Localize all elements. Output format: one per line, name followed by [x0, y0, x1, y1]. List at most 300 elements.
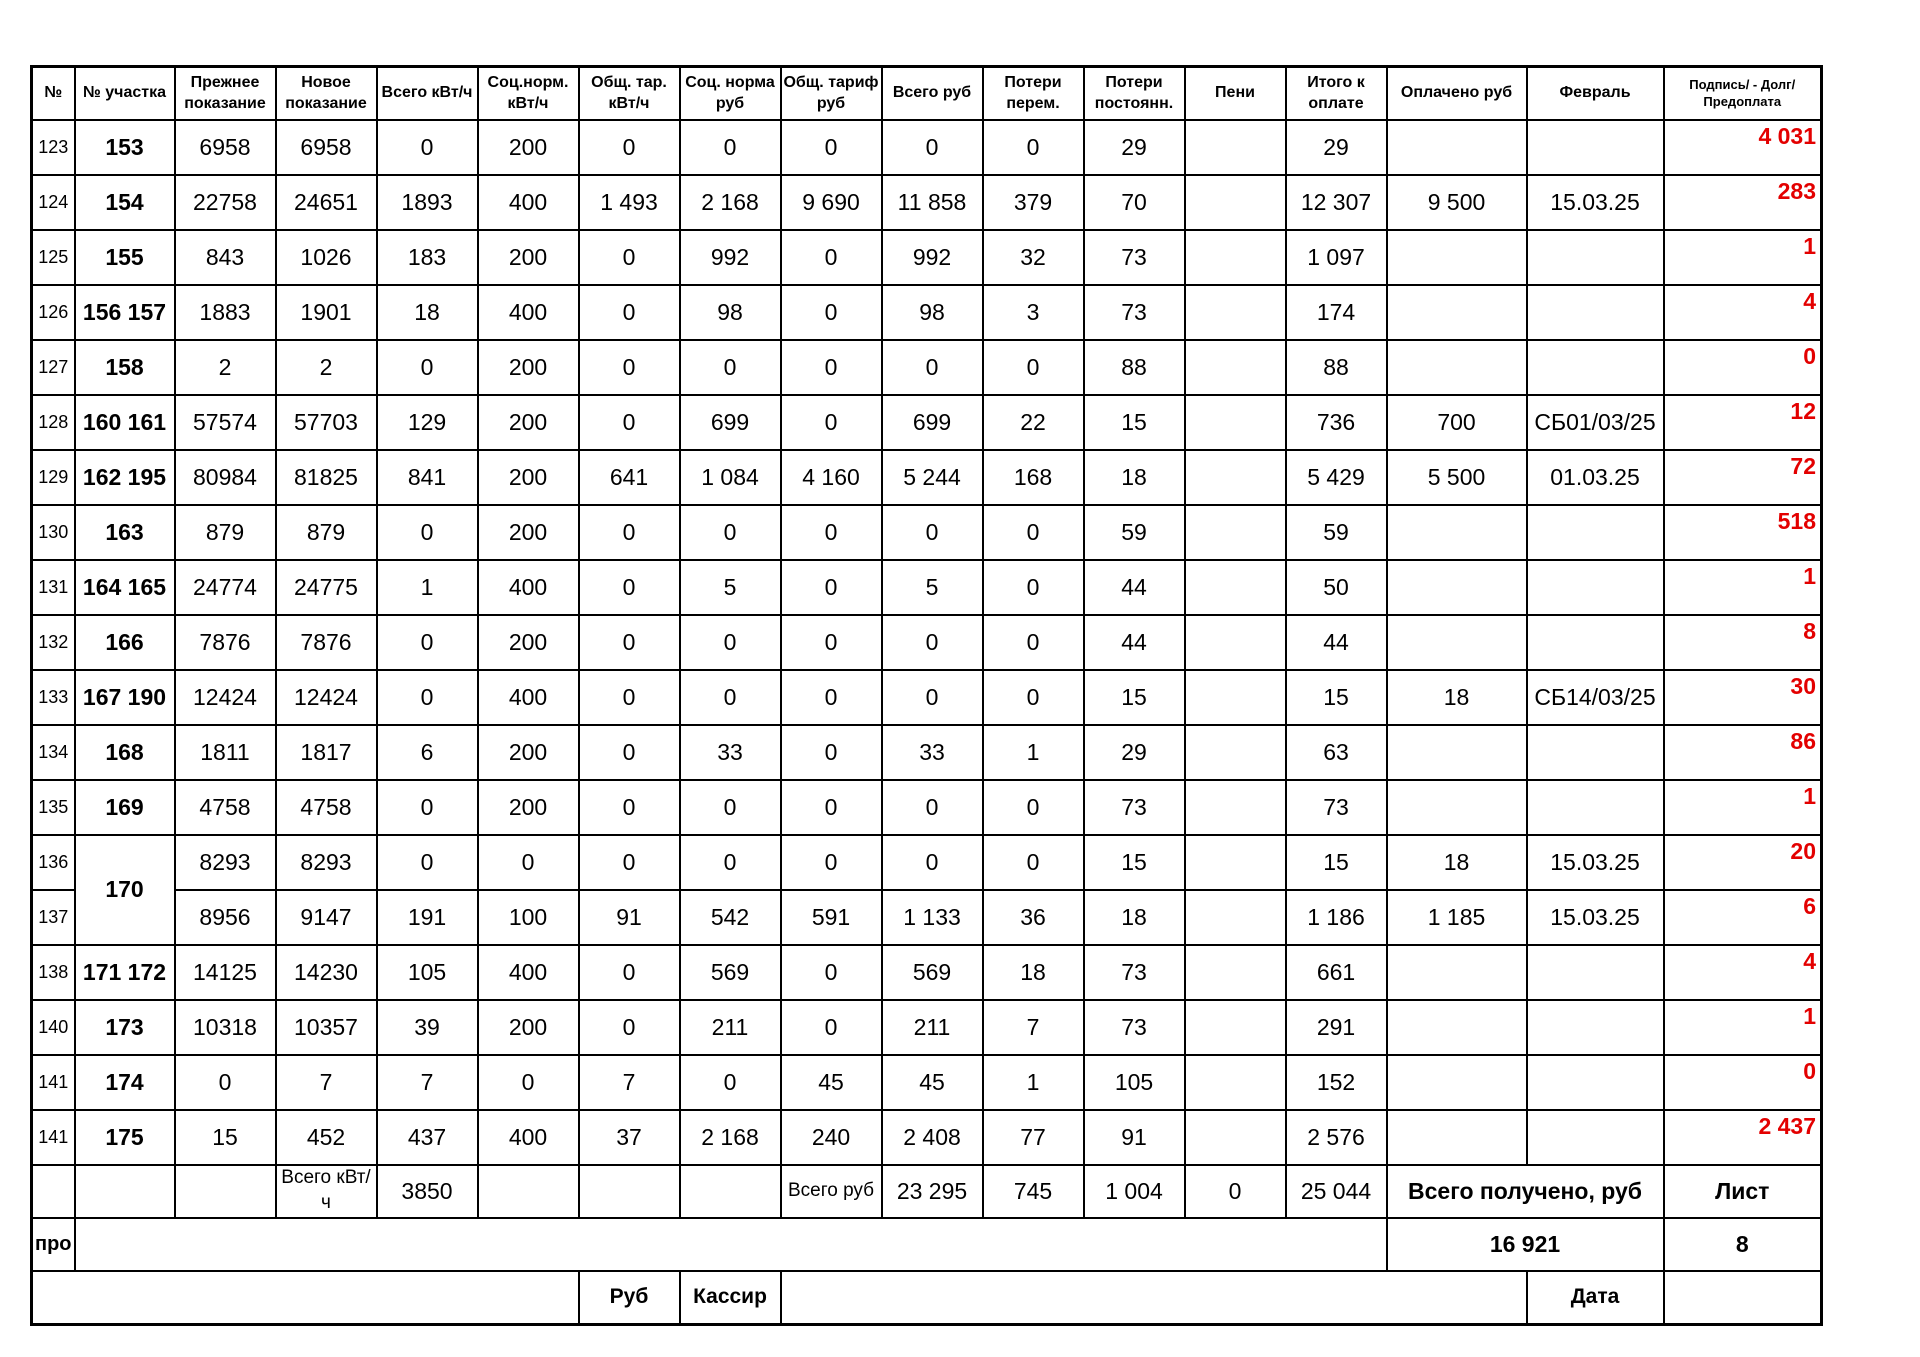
soc-norm-kwh-cell: 200 — [478, 395, 579, 450]
gen-tariff-rub-cell: 0 — [781, 835, 882, 890]
new-reading-cell: 12424 — [276, 670, 377, 725]
soc-norm-kwh-cell: 200 — [478, 450, 579, 505]
header-paid: Оплачено руб — [1387, 67, 1527, 120]
table-row — [32, 560, 1822, 615]
paid-cell — [1387, 340, 1527, 395]
prev-reading-cell: 57574 — [175, 395, 276, 450]
prev-reading-cell: 2 — [175, 340, 276, 395]
debt-balance-cell: 0 — [1664, 340, 1822, 395]
soc-norm-rub-cell: 98 — [680, 285, 781, 340]
plot-number-cell: 158 — [75, 340, 175, 395]
plot-number-cell: 154 — [75, 175, 175, 230]
payment-date-cell: 01.03.25 — [1527, 450, 1664, 505]
row-number-cell: 136 — [32, 835, 75, 890]
loss-const-cell: 29 — [1084, 725, 1185, 780]
plot-number-cell: 173 — [75, 1000, 175, 1055]
soc-norm-kwh-cell: 200 — [478, 120, 579, 175]
plot-number-cell: 153 — [75, 120, 175, 175]
footer-empty-cell — [32, 1271, 579, 1325]
data-rows — [32, 120, 1822, 1165]
loss-var-cell: 0 — [983, 835, 1084, 890]
gen-tariff-kwh-cell: 0 — [579, 615, 680, 670]
total-rub-cell: 2 408 — [882, 1110, 983, 1165]
loss-const-cell: 91 — [1084, 1110, 1185, 1165]
header-prev: Прежнее показание — [175, 67, 276, 120]
total-kwh-cell: 0 — [377, 120, 478, 175]
table-row — [32, 670, 1822, 725]
loss-var-cell: 0 — [983, 340, 1084, 395]
gen-tariff-kwh-cell: 641 — [579, 450, 680, 505]
totals-empty-cell — [478, 1165, 579, 1218]
to-pay-cell: 661 — [1286, 945, 1387, 1000]
pro-label: про — [32, 1218, 75, 1271]
payment-date-cell: 15.03.25 — [1527, 175, 1664, 230]
debt-balance-cell: 4 — [1664, 285, 1822, 340]
footer-date-label: Дата — [1527, 1271, 1664, 1325]
plot-number-cell: 175 — [75, 1110, 175, 1165]
gen-tariff-rub-cell: 0 — [781, 780, 882, 835]
payment-date-cell — [1527, 230, 1664, 285]
soc-norm-rub-cell: 699 — [680, 395, 781, 450]
sheet-number: 8 — [1664, 1218, 1822, 1271]
gen-tariff-rub-cell: 0 — [781, 120, 882, 175]
debt-balance-cell: 0 — [1664, 1055, 1822, 1110]
soc-norm-rub-cell: 1 084 — [680, 450, 781, 505]
gen-tariff-kwh-cell: 0 — [579, 725, 680, 780]
new-reading-cell: 8293 — [276, 835, 377, 890]
prev-reading-cell: 14125 — [175, 945, 276, 1000]
payment-date-cell — [1527, 505, 1664, 560]
table-row — [32, 285, 1822, 340]
penalty-cell — [1185, 505, 1286, 560]
loss-var-cell: 7 — [983, 1000, 1084, 1055]
plot-number-cell: 167 190 — [75, 670, 175, 725]
debt-balance-cell: 1 — [1664, 780, 1822, 835]
total-rub-cell: 0 — [882, 505, 983, 560]
to-pay-cell: 15 — [1286, 670, 1387, 725]
loss-var-cell: 36 — [983, 890, 1084, 945]
soc-norm-rub-cell: 211 — [680, 1000, 781, 1055]
new-reading-cell: 57703 — [276, 395, 377, 450]
paid-cell — [1387, 1110, 1527, 1165]
payment-date-cell: 15.03.25 — [1527, 835, 1664, 890]
paid-cell — [1387, 725, 1527, 780]
table-row — [32, 835, 1822, 890]
loss-const-cell: 18 — [1084, 450, 1185, 505]
penalty-cell — [1185, 450, 1286, 505]
loss-var-cell: 0 — [983, 560, 1084, 615]
header-soc-norm-rub: Соц. норма руб — [680, 67, 781, 120]
gen-tariff-rub-cell: 0 — [781, 340, 882, 395]
plot-number-cell: 160 161 — [75, 395, 175, 450]
plot-number-cell: 169 — [75, 780, 175, 835]
gen-tariff-rub-cell: 240 — [781, 1110, 882, 1165]
to-pay-cell: 29 — [1286, 120, 1387, 175]
debt-balance-cell: 86 — [1664, 725, 1822, 780]
soc-norm-kwh-cell: 0 — [478, 835, 579, 890]
gen-tariff-kwh-cell: 0 — [579, 670, 680, 725]
new-reading-cell: 452 — [276, 1110, 377, 1165]
loss-var-cell: 0 — [983, 505, 1084, 560]
loss-var-cell: 22 — [983, 395, 1084, 450]
total-kwh-cell: 6 — [377, 725, 478, 780]
table-row — [32, 780, 1822, 835]
total-kwh-cell: 0 — [377, 835, 478, 890]
total-kwh-cell: 841 — [377, 450, 478, 505]
loss-const-cell: 105 — [1084, 1055, 1185, 1110]
penalty-cell — [1185, 890, 1286, 945]
header-total-rub: Всего руб — [882, 67, 983, 120]
debt-balance-cell: 6 — [1664, 890, 1822, 945]
prev-reading-cell: 7876 — [175, 615, 276, 670]
paid-cell: 18 — [1387, 835, 1527, 890]
total-received-value: 16 921 — [1387, 1218, 1664, 1271]
to-pay-cell: 1 097 — [1286, 230, 1387, 285]
row-number-cell: 132 — [32, 615, 75, 670]
loss-const-cell: 73 — [1084, 1000, 1185, 1055]
total-kwh-cell: 191 — [377, 890, 478, 945]
debt-balance-cell: 283 — [1664, 175, 1822, 230]
new-reading-cell: 24651 — [276, 175, 377, 230]
gen-tariff-rub-cell: 591 — [781, 890, 882, 945]
total-rub-cell: 45 — [882, 1055, 983, 1110]
paid-cell: 700 — [1387, 395, 1527, 450]
prev-reading-cell: 4758 — [175, 780, 276, 835]
row-number-cell: 135 — [32, 780, 75, 835]
totals-rub: 23 295 — [882, 1165, 983, 1218]
table-row — [32, 175, 1822, 230]
total-rub-cell: 0 — [882, 670, 983, 725]
paid-cell: 5 500 — [1387, 450, 1527, 505]
gen-tariff-kwh-cell: 0 — [579, 120, 680, 175]
soc-norm-kwh-cell: 400 — [478, 560, 579, 615]
gen-tariff-rub-cell: 45 — [781, 1055, 882, 1110]
to-pay-cell: 174 — [1286, 285, 1387, 340]
pro-row — [32, 1218, 1822, 1271]
new-reading-cell: 1026 — [276, 230, 377, 285]
loss-const-cell: 29 — [1084, 120, 1185, 175]
prev-reading-cell: 10318 — [175, 1000, 276, 1055]
table-row — [32, 1000, 1822, 1055]
total-kwh-cell: 7 — [377, 1055, 478, 1110]
prev-reading-cell: 1811 — [175, 725, 276, 780]
soc-norm-kwh-cell: 200 — [478, 230, 579, 285]
total-rub-cell: 98 — [882, 285, 983, 340]
total-rub-cell: 0 — [882, 780, 983, 835]
total-kwh-cell: 39 — [377, 1000, 478, 1055]
totals-empty-cell — [75, 1165, 175, 1218]
prev-reading-cell: 1883 — [175, 285, 276, 340]
total-kwh-cell: 129 — [377, 395, 478, 450]
gen-tariff-kwh-cell: 0 — [579, 395, 680, 450]
payment-date-cell: 15.03.25 — [1527, 890, 1664, 945]
paid-cell — [1387, 780, 1527, 835]
total-rub-cell: 5 244 — [882, 450, 983, 505]
gen-tariff-kwh-cell: 0 — [579, 505, 680, 560]
loss-var-cell: 77 — [983, 1110, 1084, 1165]
loss-const-cell: 18 — [1084, 890, 1185, 945]
soc-norm-rub-cell: 0 — [680, 615, 781, 670]
table-row — [32, 945, 1822, 1000]
loss-const-cell: 70 — [1084, 175, 1185, 230]
header-gen-tariff-kwh: Общ. тар. кВт/ч — [579, 67, 680, 120]
footer-rub-label: Руб — [579, 1271, 680, 1325]
row-number-cell: 129 — [32, 450, 75, 505]
footer-cashier-signature-cell — [781, 1271, 1527, 1325]
plot-number-cell: 163 — [75, 505, 175, 560]
prev-reading-cell: 8956 — [175, 890, 276, 945]
penalty-cell — [1185, 175, 1286, 230]
to-pay-cell: 1 186 — [1286, 890, 1387, 945]
prev-reading-cell: 6958 — [175, 120, 276, 175]
new-reading-cell: 6958 — [276, 120, 377, 175]
gen-tariff-kwh-cell: 0 — [579, 780, 680, 835]
total-received-label: Всего получено, руб — [1387, 1165, 1664, 1218]
soc-norm-kwh-cell: 400 — [478, 945, 579, 1000]
paid-cell — [1387, 945, 1527, 1000]
total-kwh-cell: 105 — [377, 945, 478, 1000]
loss-const-cell: 73 — [1084, 780, 1185, 835]
header-gen-tariff-rub: Общ. тариф руб — [781, 67, 882, 120]
loss-var-cell: 379 — [983, 175, 1084, 230]
header-new: Новое показание — [276, 67, 377, 120]
total-rub-cell: 0 — [882, 340, 983, 395]
soc-norm-rub-cell: 0 — [680, 835, 781, 890]
row-number-cell: 138 — [32, 945, 75, 1000]
soc-norm-kwh-cell: 200 — [478, 1000, 579, 1055]
gen-tariff-kwh-cell: 91 — [579, 890, 680, 945]
paid-cell — [1387, 1055, 1527, 1110]
penalty-cell — [1185, 395, 1286, 450]
payment-date-cell — [1527, 120, 1664, 175]
loss-const-cell: 44 — [1084, 560, 1185, 615]
penalty-cell — [1185, 120, 1286, 175]
gen-tariff-kwh-cell: 0 — [579, 945, 680, 1000]
gen-tariff-kwh-cell: 0 — [579, 1000, 680, 1055]
total-rub-cell: 569 — [882, 945, 983, 1000]
total-rub-cell: 5 — [882, 560, 983, 615]
header-to-pay: Итого к оплате — [1286, 67, 1387, 120]
penalty-cell — [1185, 615, 1286, 670]
payment-date-cell — [1527, 1000, 1664, 1055]
new-reading-cell: 879 — [276, 505, 377, 560]
totals-empty-cell — [32, 1165, 75, 1218]
table-row — [32, 340, 1822, 395]
new-reading-cell: 10357 — [276, 1000, 377, 1055]
row-number-cell: 131 — [32, 560, 75, 615]
row-number-cell: 130 — [32, 505, 75, 560]
loss-var-cell: 18 — [983, 945, 1084, 1000]
gen-tariff-rub-cell: 0 — [781, 505, 882, 560]
table-row — [32, 120, 1822, 175]
new-reading-cell: 7876 — [276, 615, 377, 670]
gen-tariff-rub-cell: 0 — [781, 285, 882, 340]
gen-tariff-rub-cell: 0 — [781, 615, 882, 670]
gen-tariff-rub-cell: 4 160 — [781, 450, 882, 505]
debt-balance-cell: 1 — [1664, 230, 1822, 285]
table-row — [32, 450, 1822, 505]
gen-tariff-kwh-cell: 0 — [579, 230, 680, 285]
row-number-cell: 141 — [32, 1110, 75, 1165]
table-row — [32, 890, 1822, 945]
gen-tariff-kwh-cell: 37 — [579, 1110, 680, 1165]
totals-loss-const: 1 004 — [1084, 1165, 1185, 1218]
header-month: Февраль — [1527, 67, 1664, 120]
paid-cell — [1387, 1000, 1527, 1055]
totals-empty-cell — [579, 1165, 680, 1218]
table-row — [32, 505, 1822, 560]
total-kwh-cell: 0 — [377, 615, 478, 670]
loss-const-cell: 15 — [1084, 835, 1185, 890]
total-kwh-cell: 1893 — [377, 175, 478, 230]
totals-rub-label: Всего руб — [781, 1165, 882, 1218]
new-reading-cell: 4758 — [276, 780, 377, 835]
penalty-cell — [1185, 1000, 1286, 1055]
loss-var-cell: 1 — [983, 1055, 1084, 1110]
table-row — [32, 725, 1822, 780]
payment-date-cell — [1527, 340, 1664, 395]
gen-tariff-kwh-cell: 1 493 — [579, 175, 680, 230]
gen-tariff-kwh-cell: 7 — [579, 1055, 680, 1110]
gen-tariff-kwh-cell: 0 — [579, 835, 680, 890]
soc-norm-rub-cell: 0 — [680, 120, 781, 175]
row-number-cell: 123 — [32, 120, 75, 175]
payment-date-cell — [1527, 1110, 1664, 1165]
plot-number-cell: 171 172 — [75, 945, 175, 1000]
to-pay-cell: 73 — [1286, 780, 1387, 835]
soc-norm-rub-cell: 2 168 — [680, 175, 781, 230]
total-rub-cell: 211 — [882, 1000, 983, 1055]
soc-norm-kwh-cell: 200 — [478, 505, 579, 560]
table-row — [32, 395, 1822, 450]
totals-penalty: 0 — [1185, 1165, 1286, 1218]
to-pay-cell: 88 — [1286, 340, 1387, 395]
gen-tariff-rub-cell: 0 — [781, 1000, 882, 1055]
gen-tariff-rub-cell: 0 — [781, 395, 882, 450]
new-reading-cell: 1901 — [276, 285, 377, 340]
loss-const-cell: 59 — [1084, 505, 1185, 560]
prev-reading-cell: 22758 — [175, 175, 276, 230]
penalty-cell — [1185, 670, 1286, 725]
soc-norm-rub-cell: 0 — [680, 670, 781, 725]
total-rub-cell: 0 — [882, 835, 983, 890]
penalty-cell — [1185, 725, 1286, 780]
plot-number-cell: 166 — [75, 615, 175, 670]
to-pay-cell: 736 — [1286, 395, 1387, 450]
prev-reading-cell: 843 — [175, 230, 276, 285]
header-loss-const: Потери постоянн. — [1084, 67, 1185, 120]
loss-var-cell: 32 — [983, 230, 1084, 285]
table-row — [32, 1110, 1822, 1165]
soc-norm-rub-cell: 2 168 — [680, 1110, 781, 1165]
prev-reading-cell: 15 — [175, 1110, 276, 1165]
loss-var-cell: 3 — [983, 285, 1084, 340]
row-number-cell: 133 — [32, 670, 75, 725]
header-soc-norm-kwh: Соц.норм. кВт/ч — [478, 67, 579, 120]
new-reading-cell: 1817 — [276, 725, 377, 780]
penalty-cell — [1185, 780, 1286, 835]
soc-norm-kwh-cell: 100 — [478, 890, 579, 945]
prev-reading-cell: 80984 — [175, 450, 276, 505]
prev-reading-cell: 879 — [175, 505, 276, 560]
payment-date-cell: СБ14/03/25 — [1527, 670, 1664, 725]
payment-date-cell — [1527, 725, 1664, 780]
paid-cell — [1387, 285, 1527, 340]
total-kwh-cell: 0 — [377, 340, 478, 395]
penalty-cell — [1185, 1055, 1286, 1110]
debt-balance-cell: 2 437 — [1664, 1110, 1822, 1165]
gen-tariff-rub-cell: 0 — [781, 560, 882, 615]
to-pay-cell: 5 429 — [1286, 450, 1387, 505]
new-reading-cell: 2 — [276, 340, 377, 395]
penalty-cell — [1185, 945, 1286, 1000]
to-pay-cell: 12 307 — [1286, 175, 1387, 230]
penalty-cell — [1185, 560, 1286, 615]
soc-norm-kwh-cell: 200 — [478, 780, 579, 835]
totals-to-pay: 25 044 — [1286, 1165, 1387, 1218]
loss-var-cell: 0 — [983, 780, 1084, 835]
paid-cell: 9 500 — [1387, 175, 1527, 230]
gen-tariff-kwh-cell: 0 — [579, 285, 680, 340]
plot-number-cell: 164 165 — [75, 560, 175, 615]
payment-date-cell — [1527, 285, 1664, 340]
footer-row — [32, 1271, 1822, 1325]
paid-cell — [1387, 615, 1527, 670]
debt-balance-cell: 518 — [1664, 505, 1822, 560]
total-rub-cell: 699 — [882, 395, 983, 450]
total-kwh-cell: 0 — [377, 670, 478, 725]
gen-tariff-rub-cell: 0 — [781, 725, 882, 780]
loss-var-cell: 0 — [983, 670, 1084, 725]
total-rub-cell: 992 — [882, 230, 983, 285]
to-pay-cell: 15 — [1286, 835, 1387, 890]
payment-date-cell: СБ01/03/25 — [1527, 395, 1664, 450]
paid-cell: 18 — [1387, 670, 1527, 725]
plot-number-cell: 174 — [75, 1055, 175, 1110]
sheet-label: Лист — [1664, 1165, 1822, 1218]
new-reading-cell: 24775 — [276, 560, 377, 615]
soc-norm-kwh-cell: 200 — [478, 615, 579, 670]
to-pay-cell: 63 — [1286, 725, 1387, 780]
paid-cell — [1387, 120, 1527, 175]
total-rub-cell: 11 858 — [882, 175, 983, 230]
footer-cashier-label: Кассир — [680, 1271, 781, 1325]
row-number-cell: 127 — [32, 340, 75, 395]
soc-norm-rub-cell: 0 — [680, 340, 781, 395]
row-number-cell: 126 — [32, 285, 75, 340]
row-number-cell: 141 — [32, 1055, 75, 1110]
payment-date-cell — [1527, 780, 1664, 835]
gen-tariff-rub-cell: 0 — [781, 230, 882, 285]
gen-tariff-kwh-cell: 0 — [579, 560, 680, 615]
total-kwh-cell: 0 — [377, 505, 478, 560]
header-total-kwh: Всего кВт/ч — [377, 67, 478, 120]
totals-empty-cell — [680, 1165, 781, 1218]
total-kwh-cell: 183 — [377, 230, 478, 285]
debt-balance-cell: 30 — [1664, 670, 1822, 725]
soc-norm-kwh-cell: 400 — [478, 285, 579, 340]
soc-norm-rub-cell: 0 — [680, 1055, 781, 1110]
loss-const-cell: 15 — [1084, 395, 1185, 450]
loss-var-cell: 0 — [983, 615, 1084, 670]
header-penalty: Пени — [1185, 67, 1286, 120]
soc-norm-kwh-cell: 400 — [478, 670, 579, 725]
plot-number-cell: 170 — [75, 835, 175, 945]
prev-reading-cell: 0 — [175, 1055, 276, 1110]
payment-date-cell — [1527, 560, 1664, 615]
to-pay-cell: 152 — [1286, 1055, 1387, 1110]
gen-tariff-rub-cell: 0 — [781, 670, 882, 725]
